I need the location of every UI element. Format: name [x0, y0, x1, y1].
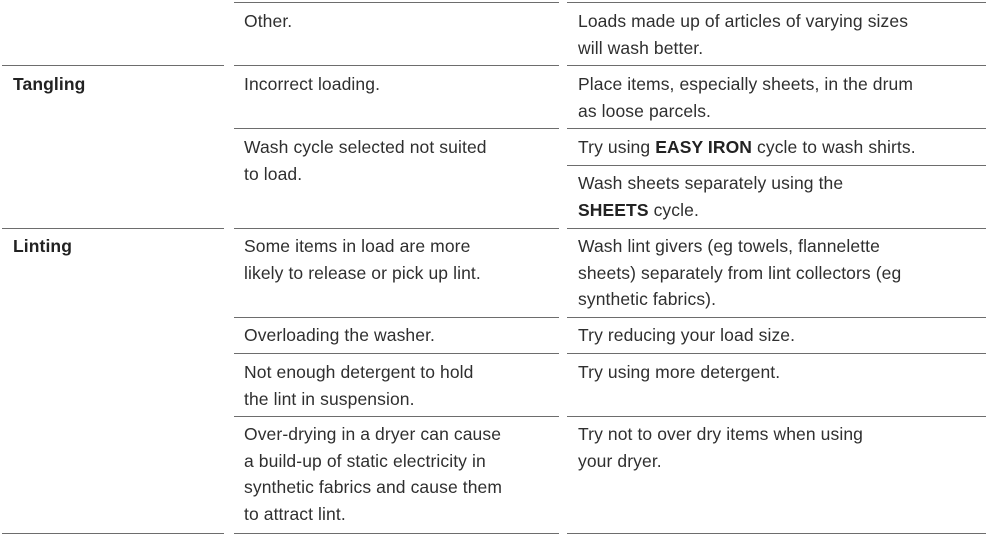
row-divider	[567, 416, 986, 417]
row-divider	[234, 353, 559, 354]
remedy-cell: Wash sheets separately using the SHEETS cycle.	[578, 173, 844, 220]
row-divider	[2, 533, 224, 534]
row-divider	[234, 228, 559, 229]
cause-cell: Some items in load are more likely to release or pick up lint.	[244, 236, 481, 283]
row-divider	[2, 65, 224, 66]
cause-cell: Over-drying in a dryer can cause a build-up of static electricity in synthetic fabrics and cause them to attract lint.	[244, 424, 503, 524]
remedy-cell: Try using more detergent.	[578, 362, 781, 382]
cause-cell: Not enough detergent to hold the lint in suspension.	[244, 362, 474, 409]
row-divider	[567, 228, 986, 229]
remedy-cell: Wash lint givers (eg towels, flannelette sheets) separately from lint collectors (eg synthetic fabrics).	[578, 236, 902, 309]
row-divider	[567, 128, 986, 129]
row-divider	[567, 533, 986, 534]
row-divider	[234, 128, 559, 129]
row-divider	[567, 65, 986, 66]
remedy-cell: Loads made up of articles of varying sizes will wash better.	[578, 11, 909, 58]
row-divider	[567, 2, 986, 3]
cycle-name: SHEETS	[578, 199, 649, 220]
cause-cell: Other.	[244, 11, 293, 31]
row-divider	[567, 353, 986, 354]
row-divider	[234, 416, 559, 417]
symptom-label: Linting	[13, 236, 73, 256]
cause-cell: Incorrect loading.	[244, 74, 381, 94]
remedy-cell: Try using EASY IRON cycle to wash shirts.	[578, 137, 916, 157]
remedy-cell: Try not to over dry items when using your dryer.	[578, 424, 864, 471]
symptom-label: Tangling	[13, 74, 86, 94]
row-divider	[567, 165, 986, 166]
row-divider	[234, 2, 559, 3]
remedy-cell: Place items, especially sheets, in the drum as loose parcels.	[578, 74, 914, 121]
cause-cell: Overloading the washer.	[244, 325, 436, 345]
row-divider	[234, 317, 559, 318]
cycle-name: EASY IRON	[655, 137, 753, 157]
row-divider	[567, 317, 986, 318]
row-divider	[234, 65, 559, 66]
remedy-cell: Try reducing your load size.	[578, 325, 796, 345]
row-divider	[234, 533, 559, 534]
cause-cell: Wash cycle selected not suited to load.	[244, 137, 487, 184]
row-divider	[2, 228, 224, 229]
